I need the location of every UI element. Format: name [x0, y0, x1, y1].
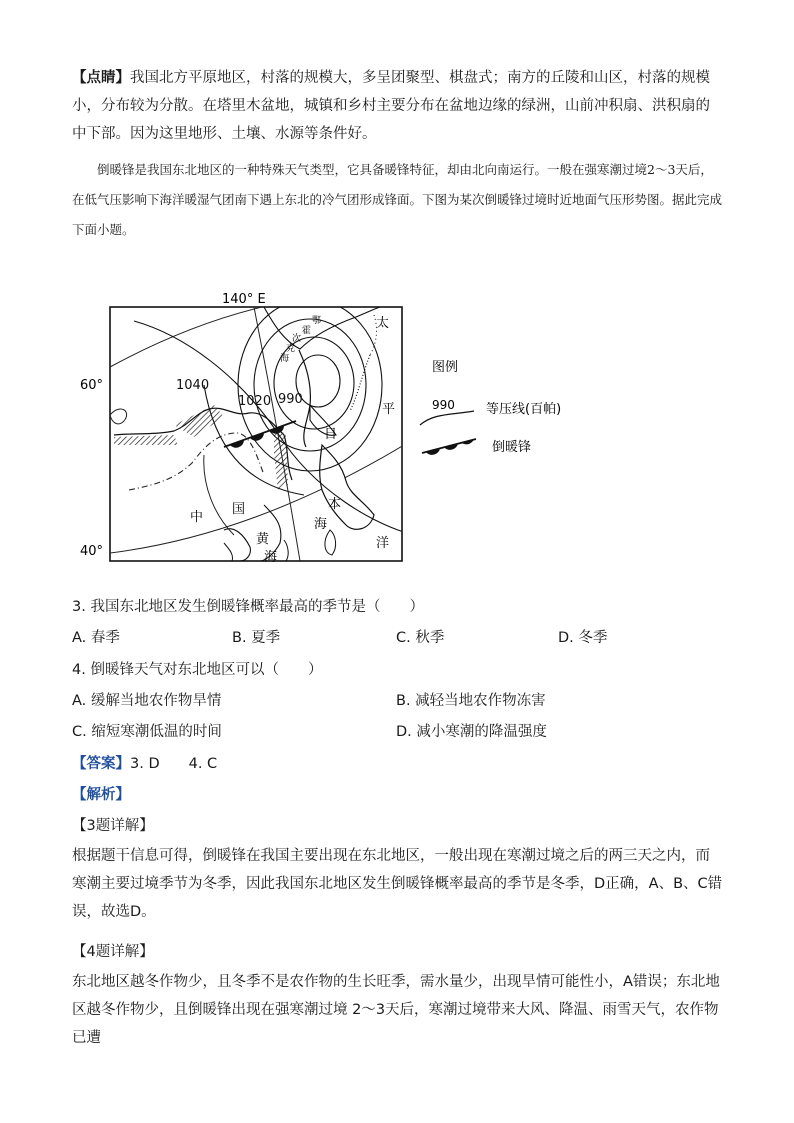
dianjing-text: 我国北方平原地区，村落的规模大，多呈团聚型、棋盘式；南方的丘陵和山区，村落的规模小，分布较为分散。在塔里木盆地，城镇和乡村主要分布在盆地边缘的绿洲，山前冲积扇、洪积扇的中下部。因为这里地形、土壤、水源等条件好。 [72, 70, 710, 142]
china-east-coast [224, 529, 250, 561]
q3-option-d: D. 冬季 [558, 630, 608, 646]
detail3-text: 根据题干信息可得，倒暖锋在我国主要出现在东北地区，一般出现在寒潮过境之后的两三天之内，而寒潮主要过境季节为冬季，因此我国东北地区发生倒暖锋概率最高的季节是冬季，D正确，A、B、C错误，故选D。 [72, 848, 723, 920]
isobar-1040-label: 1040 [176, 378, 210, 393]
mountain-hatch-3 [274, 425, 288, 490]
map-legend [420, 360, 561, 455]
japan-honshu [320, 445, 374, 529]
mountain-hatch-1 [114, 435, 178, 445]
okhotsk-char-4: 克 [286, 344, 296, 354]
legend-title: 图例 [432, 360, 459, 375]
detail4-tag: 【4题详解】 [72, 944, 154, 960]
isobar-990-label: 990 [278, 392, 303, 407]
q3-option-a: A. 春季 [72, 630, 120, 646]
q4-option-d: D. 减小寒潮的降温强度 [396, 724, 547, 740]
okhotsk-char-1: 鄂 [312, 316, 322, 326]
okhotsk-char-5: 海 [280, 354, 290, 364]
legend-front-label: 倒暖锋 [492, 440, 532, 455]
japan-sea-char-1: 日 [324, 427, 338, 442]
korea-south-tip [284, 540, 288, 561]
kurile-dotted-2 [350, 355, 370, 411]
q4-option-c: C. 缩短寒潮低温的时间 [72, 724, 222, 740]
isobar-1020-label: 1020 [238, 394, 272, 409]
intro-paragraph: 倒暖锋是我国东北地区的一种特殊天气类型，它具备暖锋特征，却由北向南运行。一般在强寒潮过境2～3天后，在低气压影响下海洋暖湿气团南下遇上东北的冷气团形成锋面。下图为某次倒暖锋过境时近地面气压形势图。据此完成下面小题。 [72, 162, 723, 237]
q4-stem: 4. 倒暖锋天气对东北地区可以（ ） [72, 662, 323, 678]
q3-stem: 3. 我国东北地区发生倒暖锋概率最高的季节是（ ） [72, 599, 424, 615]
shandong-coast [224, 543, 233, 561]
japan-sea-char-3: 海 [314, 517, 328, 532]
lon-140e-label: 140° E [222, 292, 266, 307]
legend-isobar-line [420, 411, 474, 425]
dianjing-tag: 【点睛】 [72, 70, 130, 86]
lat-60-label: 60° [80, 378, 104, 393]
legend-isobar-value: 990 [432, 398, 455, 412]
china-inner-boundary [204, 455, 234, 535]
lat-40-label: 40° [80, 544, 104, 559]
lake-baikal [110, 409, 127, 424]
yellow-sea-char-2: 海 [264, 550, 278, 565]
q4-option-b: B. 减轻当地农作物冻害 [396, 693, 546, 709]
pressure-map-figure [74, 285, 564, 575]
pacific-char-2: 平 [382, 402, 396, 417]
okhotsk-char-3: 次 [292, 334, 302, 344]
japan-kyushu [325, 530, 336, 555]
pressure-map-svg [74, 285, 564, 575]
yellow-sea-char-1: 黄 [256, 532, 270, 547]
q3-option-c: C. 秋季 [396, 630, 445, 646]
dianjing-paragraph [72, 64, 724, 148]
pacific-char-3: 洋 [376, 536, 390, 551]
china-char-2: 国 [232, 502, 246, 517]
legend-front-semicircle-1 [426, 448, 440, 455]
okhotsk-char-2: 霍 [302, 326, 312, 336]
japan-sea-char-2: 本 [328, 497, 342, 512]
q4-option-a: A. 缓解当地农作物旱情 [72, 693, 222, 709]
pacific-char-1: 太 [376, 316, 390, 331]
detail3-tag: 【3题详解】 [72, 818, 154, 834]
answer-text: 3. D 4. C [130, 756, 218, 772]
answer-line [72, 754, 217, 774]
legend-front-semicircle-2 [444, 443, 458, 450]
q3-option-b: B. 夏季 [232, 630, 281, 646]
analysis-tag: 【解析】 [72, 787, 130, 803]
detail4-text: 东北地区越冬作物少，且冬季不是农作物的生长旺季，需水量少，出现旱情可能性小，A错误；东北地区越冬作物少，且倒暖锋出现在强寒潮过境 2～3天后，寒潮过境带来大风、降温、雨雪天气，农作物已遭 [72, 974, 720, 1046]
legend-isobar-label: 等压线(百帕) [486, 402, 562, 417]
mountain-hatch-2 [174, 405, 224, 437]
china-char-1: 中 [190, 510, 204, 525]
answer-tag: 【答案】 [72, 756, 130, 772]
